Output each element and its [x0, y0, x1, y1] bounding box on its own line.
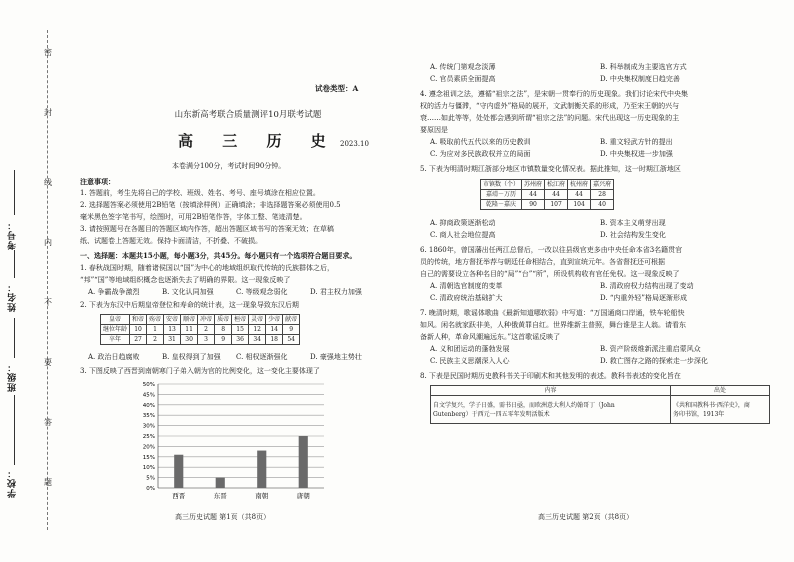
q2-cell: 54 [283, 335, 300, 345]
q2-header-cell: 灵帝 [249, 315, 266, 325]
q5-cell: 44 [522, 190, 545, 200]
q2-header-cell: 皇帝 [101, 315, 130, 325]
q3-option-b[interactable]: B. 科举制成为主要选官方式 [600, 63, 687, 71]
q4-option-a[interactable]: A. 吸取前代五代以来的历史教训 [430, 138, 531, 146]
q8-source-line: 《共和国教科书·西洋史》，商 [673, 401, 750, 409]
page-1-footer: 高三历史试题 第1页（共8页） [175, 513, 271, 521]
seal-char: 要 [44, 358, 52, 367]
name-field-line[interactable] [14, 250, 15, 278]
q5-row-label: 乾隆－嘉庆 [481, 200, 522, 210]
q8-table [430, 385, 770, 424]
page-2-column [420, 62, 778, 552]
q2-cell: 27 [130, 335, 147, 345]
q7-option-c[interactable]: C. 民族主义思潮深入人心 [430, 357, 510, 365]
q4-stem: 权的活力与僵滞，“守内虚外”格局的展开，文武制衡关系的形成，乃至宋王朝的兴与 [420, 102, 680, 110]
q2-cell: 2 [147, 335, 164, 345]
q2-option-c[interactable]: C. 相权逐渐强化 [236, 353, 288, 361]
q5-header-cell: 杭州府 [568, 180, 591, 190]
q3-option-d[interactable]: D. 中央集权制度日趋完善 [600, 75, 680, 83]
chart-y-tick-label: 10% [142, 465, 155, 472]
q2-cell: 9 [215, 335, 232, 345]
q5-stem: 5. 下表为明清时期江浙部分地区市镇数量变化情况表。据此推知，这一时期江浙地区 [420, 165, 681, 173]
q7-stem: 备新人种，革命风潮遍远东。”这首歌谣反映了 [420, 333, 561, 341]
q2-header-cell: 和帝 [130, 315, 147, 325]
notes-line: 毫米黑色签字笔书写，绘图时，可用2B铅笔作答，字体工整、笔迹清楚。 [80, 213, 307, 221]
q5-header-cell: 嘉兴府 [591, 180, 614, 190]
notes-title: 注意事项： [80, 177, 115, 186]
q6-option-d[interactable]: D. “内重外轻”格局逐渐形成 [600, 294, 687, 302]
q2-cell: 8 [215, 325, 232, 335]
chart-y-tick-label: 0% [146, 486, 155, 492]
q2-cell: 18 [266, 335, 283, 345]
q2-option-b[interactable]: B. 皇权得到了加强 [162, 353, 221, 361]
chart-category-label: 南朝 [255, 492, 269, 500]
q1-stem: “邦”“国”等地域组织概念也逐渐失去了明确的界限。这一现象反映了 [80, 276, 291, 284]
q3-option-a[interactable]: A. 传统门第观念淡薄 [430, 63, 496, 71]
name-field-label: 姓名： [8, 282, 18, 312]
page-1-column [80, 80, 385, 550]
q2-cell: 3 [198, 335, 215, 345]
q5-option-d[interactable]: D. 社会结构发生变化 [600, 231, 666, 239]
q2-cell: 30 [181, 335, 198, 345]
id-field-label: 考号： [8, 220, 18, 250]
q5-option-b[interactable]: B. 资本主义萌芽出现 [600, 219, 666, 227]
q1-option-b[interactable]: B. 文化认同加强 [162, 288, 214, 296]
q3-option-c[interactable]: C. 官员素质全面提高 [430, 75, 496, 83]
seal-dashed-line [47, 30, 48, 530]
section-1-heading: 一、选择题：本题共15小题，每小题3分，共45分。每小题只有一个选项符合题目要求。 [80, 251, 357, 260]
class-field-line[interactable] [14, 318, 15, 358]
q2-header-cell: 桓帝 [232, 315, 249, 325]
chart-bar [299, 436, 308, 488]
q2-cell: 12 [249, 325, 266, 335]
q7-option-d[interactable]: D. 救亡图存之路的探索走一步深化 [600, 357, 708, 365]
seal-char: 不 [44, 298, 52, 307]
q5-table [480, 179, 614, 210]
chart-bar [216, 478, 225, 488]
q1-option-d[interactable]: D. 君主权力加强 [310, 288, 362, 296]
q8-stem: 8. 下表是民国时期历史教科书关于印刷术和其他发明的表述。教科书表述的变化旨在 [420, 372, 681, 380]
q2-cell: 9 [283, 325, 300, 335]
chart-y-tick-label: 25% [142, 434, 155, 440]
q2-cell: 13 [164, 325, 181, 335]
q5-cell: 104 [568, 200, 591, 210]
q5-header-cell: 苏州府 [522, 180, 545, 190]
q2-header-cell: 安帝 [164, 315, 181, 325]
q6-stem: 自己的需要设立各种名目的“局”“台”“所”，所设机构收有官任免权。这一现象反映了 [420, 270, 680, 278]
q4-option-c[interactable]: C. 为应对多民族政权并立的局面 [430, 150, 531, 158]
q6-option-c[interactable]: C. 清政府统治基础扩大 [430, 294, 503, 302]
q7-stem: 如风。闲名就家跃非美，人种俄黄罪自红。世界维新主普照，舞台谁是主人翁。请看东 [420, 321, 686, 329]
q6-option-a[interactable]: A. 清朝选官制度的变革 [430, 282, 503, 290]
page-2-footer: 高三历史试题 第2页（共8页） [538, 513, 634, 521]
q2-cell: 10 [130, 325, 147, 335]
chart-y-tick-label: 5% [146, 475, 155, 482]
q2-stem: 2. 下表为东汉中后期皇帝登位和寿命的统计表，这一现象导致东汉后期 [80, 301, 299, 309]
q2-cell: 11 [181, 325, 198, 335]
q1-option-c[interactable]: C. 等级观念弱化 [236, 288, 288, 296]
q2-table [100, 314, 300, 345]
seal-char: 线 [44, 178, 52, 187]
q5-option-a[interactable]: A. 抑商政策逐渐松动 [430, 219, 496, 227]
q2-row-label: 卒年 [101, 335, 130, 345]
q2-header-cell: 质帝 [215, 315, 232, 325]
chart-category-label: 唐朝 [296, 492, 310, 500]
q3-stem: 3. 下图反映了西晋到南朝寒门子弟入朝为官的比例变化，这一变化主要体现了 [80, 367, 320, 375]
q8-content-line: 自文学复兴，学子日盛，需书日亟，而欧洲意大利人约翰哥丁（John [433, 401, 615, 409]
score-note: 本卷满分100分，考试时间90分钟。 [172, 162, 286, 170]
q5-cell: 44 [568, 190, 591, 200]
q6-stem: 6. 1860年，曾国藩出任两江总督后，一改以往县级官吏多由中央任命本省3名籍贯官 [420, 246, 683, 254]
chart-y-tick-label: 35% [142, 413, 155, 420]
notes-line: 纸、试题卷上答题无效。保持卡面清洁，不折叠、不破损。 [80, 237, 262, 245]
q4-option-d[interactable]: D. 中央集权进一步加强 [600, 150, 673, 158]
q3-bar-chart [130, 380, 330, 502]
q7-option-b[interactable]: B. 资产阶级维新派注重启蒙风众 [600, 345, 701, 353]
q1-option-a[interactable]: A. 争霸战争激烈 [88, 288, 140, 296]
school-field-line[interactable] [14, 395, 15, 465]
seal-char: 答 [44, 418, 52, 427]
q2-cell: 36 [232, 335, 249, 345]
chart-category-label: 西晋 [172, 492, 186, 500]
seal-char: 内 [44, 238, 52, 247]
q4-option-b[interactable]: B. 重文轻武方针的提出 [600, 138, 673, 146]
seal-char: 题 [44, 478, 52, 487]
chart-y-tick-label: 30% [142, 423, 155, 430]
q2-header-cell: 殇帝 [147, 315, 164, 325]
q8-header-source: 出处 [671, 386, 770, 396]
q5-cell: 107 [545, 200, 568, 210]
q5-cell: 90 [522, 200, 545, 210]
class-field-label: 班级： [8, 362, 18, 392]
q2-option-a[interactable]: A. 政治日趋腐败 [88, 353, 140, 361]
q2-cell: 34 [249, 335, 266, 345]
q6-stem: 员的传统，地方督抚举荐与朝廷任命相结合，直到宣统元年。各省督抚还可根据 [420, 258, 665, 266]
q8-content-line: Gutenberg）于西元一四五零年发明活版术 [433, 410, 550, 418]
chart-y-tick-label: 50% [142, 382, 155, 388]
q8-header-content: 内容 [431, 386, 671, 396]
seal-char: 密 [44, 48, 52, 57]
q2-cell: 15 [232, 325, 249, 335]
q8-source-line: 务印书馆，1913年 [673, 410, 725, 418]
exam-title: 山东新高考联合质量测评10月联考试题 [174, 110, 322, 120]
notes-line: 3. 请按照题号在各题目的答题区域内作答，超出答题区域书写的答案无效；在草稿 [80, 225, 334, 233]
q4-stem: 衰……如此等等，处处都会遇到所谓“祖宗之法”的问题。宋代出现这一历史现象的主 [420, 114, 680, 122]
chart-y-tick-label: 15% [142, 454, 155, 461]
chart-category-label: 东晋 [213, 492, 227, 500]
q2-header-cell: 献帝 [283, 315, 300, 325]
chart-y-tick-label: 40% [142, 402, 155, 409]
exam-date: 2023.10 [340, 140, 369, 148]
q8-cell-content [431, 396, 671, 424]
q5-option-c[interactable]: C. 商人社会地位提高 [430, 231, 496, 239]
q5-cell: 44 [545, 190, 568, 200]
q2-cell: 2 [198, 325, 215, 335]
q8-cell-source [671, 396, 770, 424]
notes-line: 2. 选择题答案必须使用2B铅笔（按填涂样例）正确填涂；非选择题答案必须使用0.5 [80, 201, 341, 209]
seal-char: 封 [44, 108, 52, 117]
school-field-label: 学校： [8, 468, 18, 498]
chart-y-tick-label: 45% [142, 392, 155, 399]
chart-bar [174, 455, 183, 488]
q5-row-label: 嘉靖－万历 [481, 190, 522, 200]
q2-cell: 14 [266, 325, 283, 335]
q2-cell: 1 [147, 325, 164, 335]
q5-header-cell: 松江府 [545, 180, 568, 190]
q4-stem: 4. 遵念祖训之法，遵循“祖宗之法”，是宋朝一贯奉行的历史现象。我们讨论宋代中央集 [420, 90, 689, 98]
q5-cell: 40 [591, 200, 614, 210]
paper-type: 试卷类型：A [315, 84, 359, 93]
q2-header-cell: 冲帝 [198, 315, 215, 325]
q2-row-label: 继位年龄 [101, 325, 130, 335]
q7-option-a[interactable]: A. 义和团运动的蓬勃发展 [430, 345, 510, 353]
binding-margin [0, 0, 60, 562]
notes-line: 1. 答题前，考生先将自己的学校、班级、姓名、考号、座号填涂在相应位置。 [80, 189, 320, 197]
q2-option-d[interactable]: D. 豪强地主势壮 [310, 353, 362, 361]
chart-bar [257, 451, 266, 488]
id-field-line[interactable] [14, 170, 15, 215]
q2-cell: 31 [164, 335, 181, 345]
q5-cell: 28 [591, 190, 614, 200]
q7-stem: 7. 晚清时期，歌谣体歌曲《最新知道哪软弱》中写道：“万国通商口岸通，铁车轮船快 [420, 309, 685, 317]
q2-header-cell: 顺帝 [181, 315, 198, 325]
q6-option-b[interactable]: B. 清政府权力结构出现了变动 [600, 282, 694, 290]
chart-y-tick-label: 20% [142, 444, 155, 451]
q5-header-cell: 市镇数（个） [481, 180, 522, 190]
subject-title: 高 三 历 史 [178, 132, 338, 150]
q1-stem: 1. 春秋战国时期，随着诸侯国以“国”为中心的地域组织取代传统的氏族群体之后， [80, 264, 335, 272]
q4-stem: 要原因是 [420, 126, 448, 134]
q2-header-cell: 少帝 [266, 315, 283, 325]
